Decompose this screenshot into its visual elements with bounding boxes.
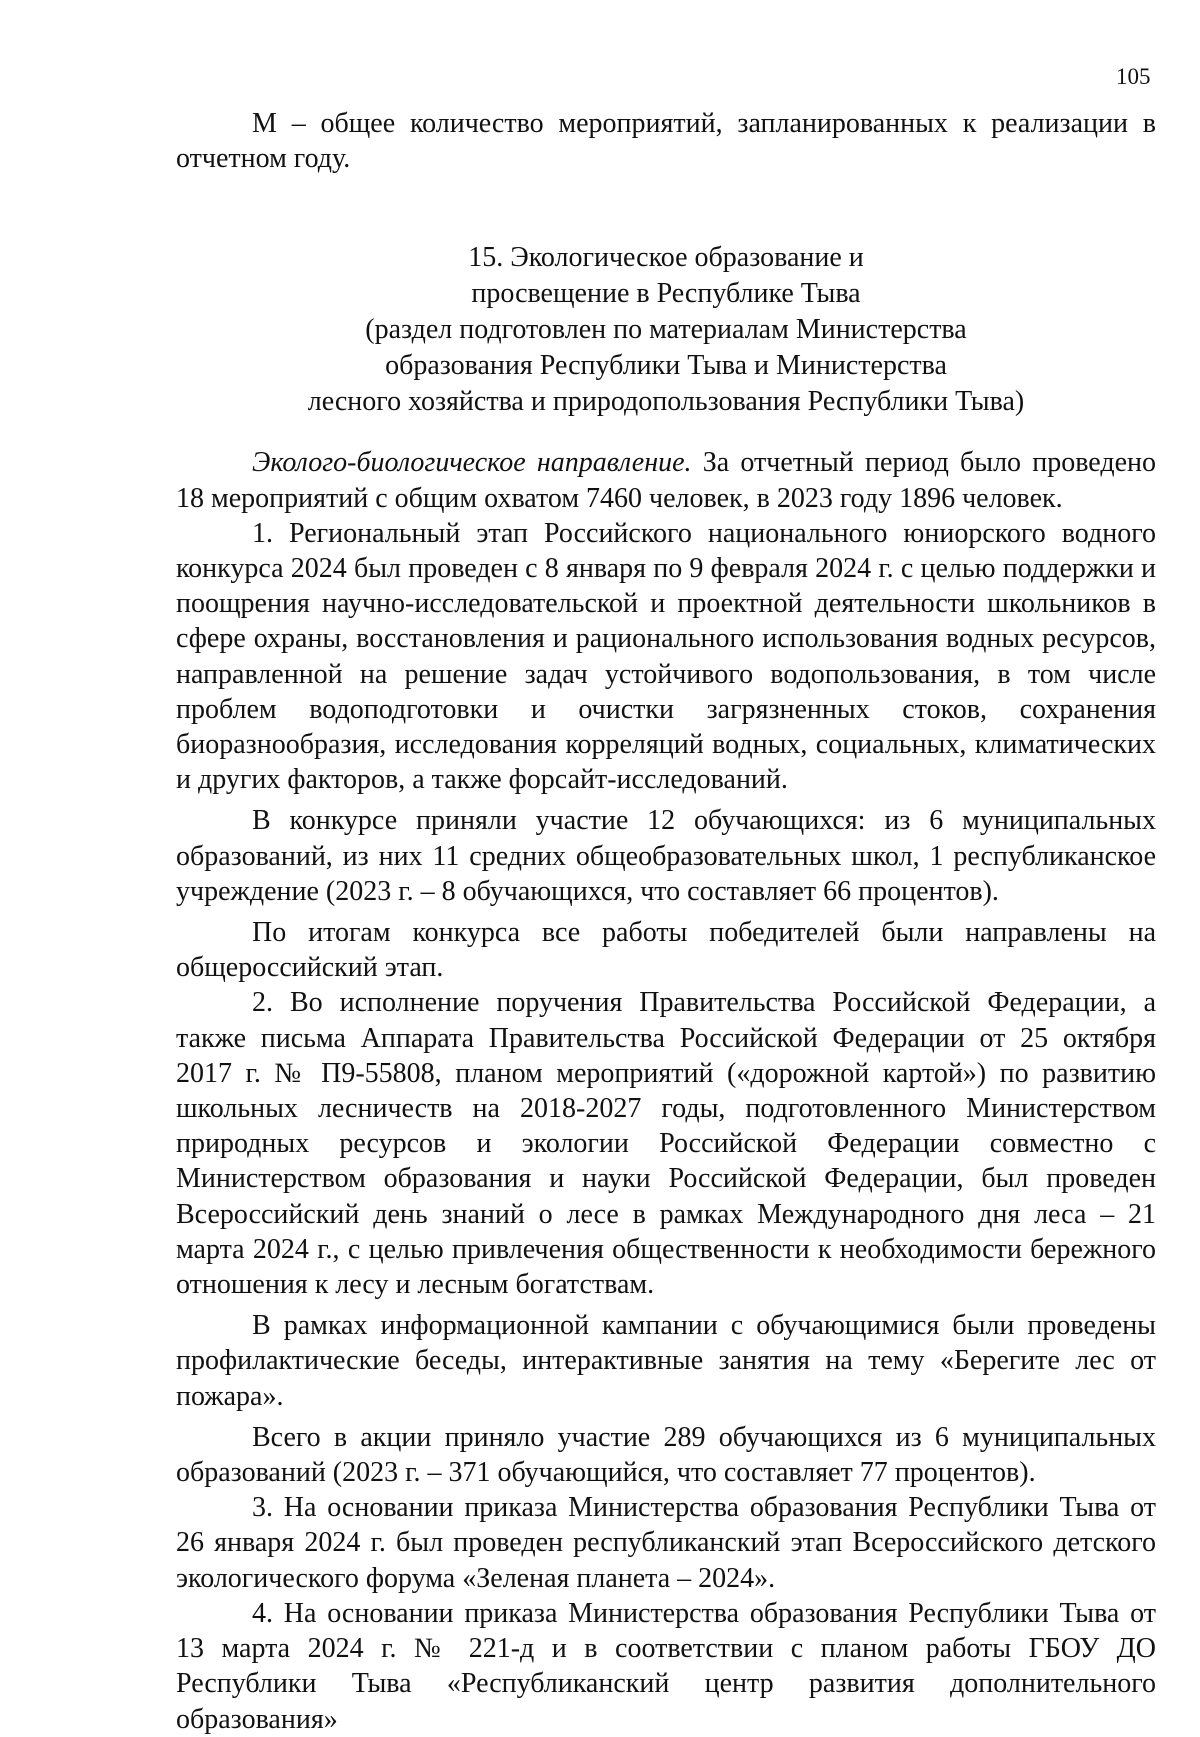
body-paragraph: Всего в акции приняло участие 289 обучающихся из 6 муниципальных образований (2023 г. – 371 обучающийся, что составляет 77 процентов).	[176, 1421, 1156, 1489]
body-paragraph: По итогам конкурса все работы победителей были направлены на общероссийский этап.	[176, 917, 1156, 984]
lead-italic-text: Эколого-биологическое направление.	[252, 447, 692, 479]
body-paragraph: 3. На основании приказа Министерства образования Республики Тыва от 26 января 2024 г. был проведен республиканский этап Всероссийского детского экологического форума «Зеленая планета – 2024».	[176, 1492, 1156, 1594]
page-number: 105	[1116, 64, 1151, 89]
body-paragraph: 2. Во исполнение поручения Правительства Российской Федерации, а также письма Аппарата Правительства Российской Федерации от 25 октября 2017 г. № П9-55808, планом мероприятий («дорожной картой») по развитию школьных лесничеств на 2018-2027 годы, подготовленного Министерством природных ресурсов и экологии Российской Федерации совместно с Министерством образования и науки Российской Федерации, был проведен Всероссийский день знаний о лесе в рамках Международного дня леса – 21 марта 2024 г., с целью привлечения общественности к необходимости бережного отношения к лесу и лесным богатствам.	[176, 987, 1156, 1301]
body-paragraph: 4. На основании приказа Министерства образования Республики Тыва от 13 марта 2024 г. № 221-д и в соответствии с планом работы ГБОУ ДО Республики Тыва «Республиканский центр развития дополнительного образования»	[176, 1597, 1156, 1735]
body-paragraph: В рамках информационной кампании с обучающимися были проведены профилактические беседы, интерактивные занятия на тему «Берегите лес от пожара».	[176, 1310, 1156, 1412]
document-body	[176, 106, 1156, 1737]
lead-paragraph	[176, 445, 1156, 515]
intro-paragraph: М – общее количество мероприятий, запланированных к реализации в отчетном году.	[176, 108, 1156, 175]
section-heading-line: образования Республики Тыва и Министерства	[385, 349, 947, 381]
section-heading-line: лесного хозяйства и природопользования Республики Тыва)	[307, 385, 1025, 417]
section-heading-line: просвещение в Республике Тыва	[471, 278, 861, 310]
section-heading	[176, 240, 1156, 419]
section-heading-line: 15. Экологическое образование и	[468, 242, 864, 274]
body-paragraph: 1. Региональный этап Российского национального юниорского водного конкурса 2024 был проведен с 8 января по 9 февраля 2024 г. с целью поддержки и поощрения научно-исследовательской и проектной деятельности школьников в сфере охраны, восстановления и рационального использования водных ресурсов, направленной на решение задач устойчивого водопользования, в том числе проблем водоподготовки и очистки загрязненных стоков, сохранения биоразнообразия, исследования корреляций водных, социальных, климатических и других факторов, а также форсайт-исследований.	[176, 517, 1156, 796]
section-heading-line: (раздел подготовлен по материалам Министерства	[365, 314, 967, 345]
body-paragraph: В конкурсе приняли участие 12 обучающихся: из 6 муниципальных образований, из них 11 средних общеобразовательных школ, 1 республиканское учреждение (2023 г. – 8 обучающихся, что составляет 66 процентов).	[176, 805, 1156, 907]
lead-text: За отчетный период было проведено 18 мероприятий с общим охватом 7460 человек, в 2023 году 1896 человек.	[176, 447, 1156, 514]
